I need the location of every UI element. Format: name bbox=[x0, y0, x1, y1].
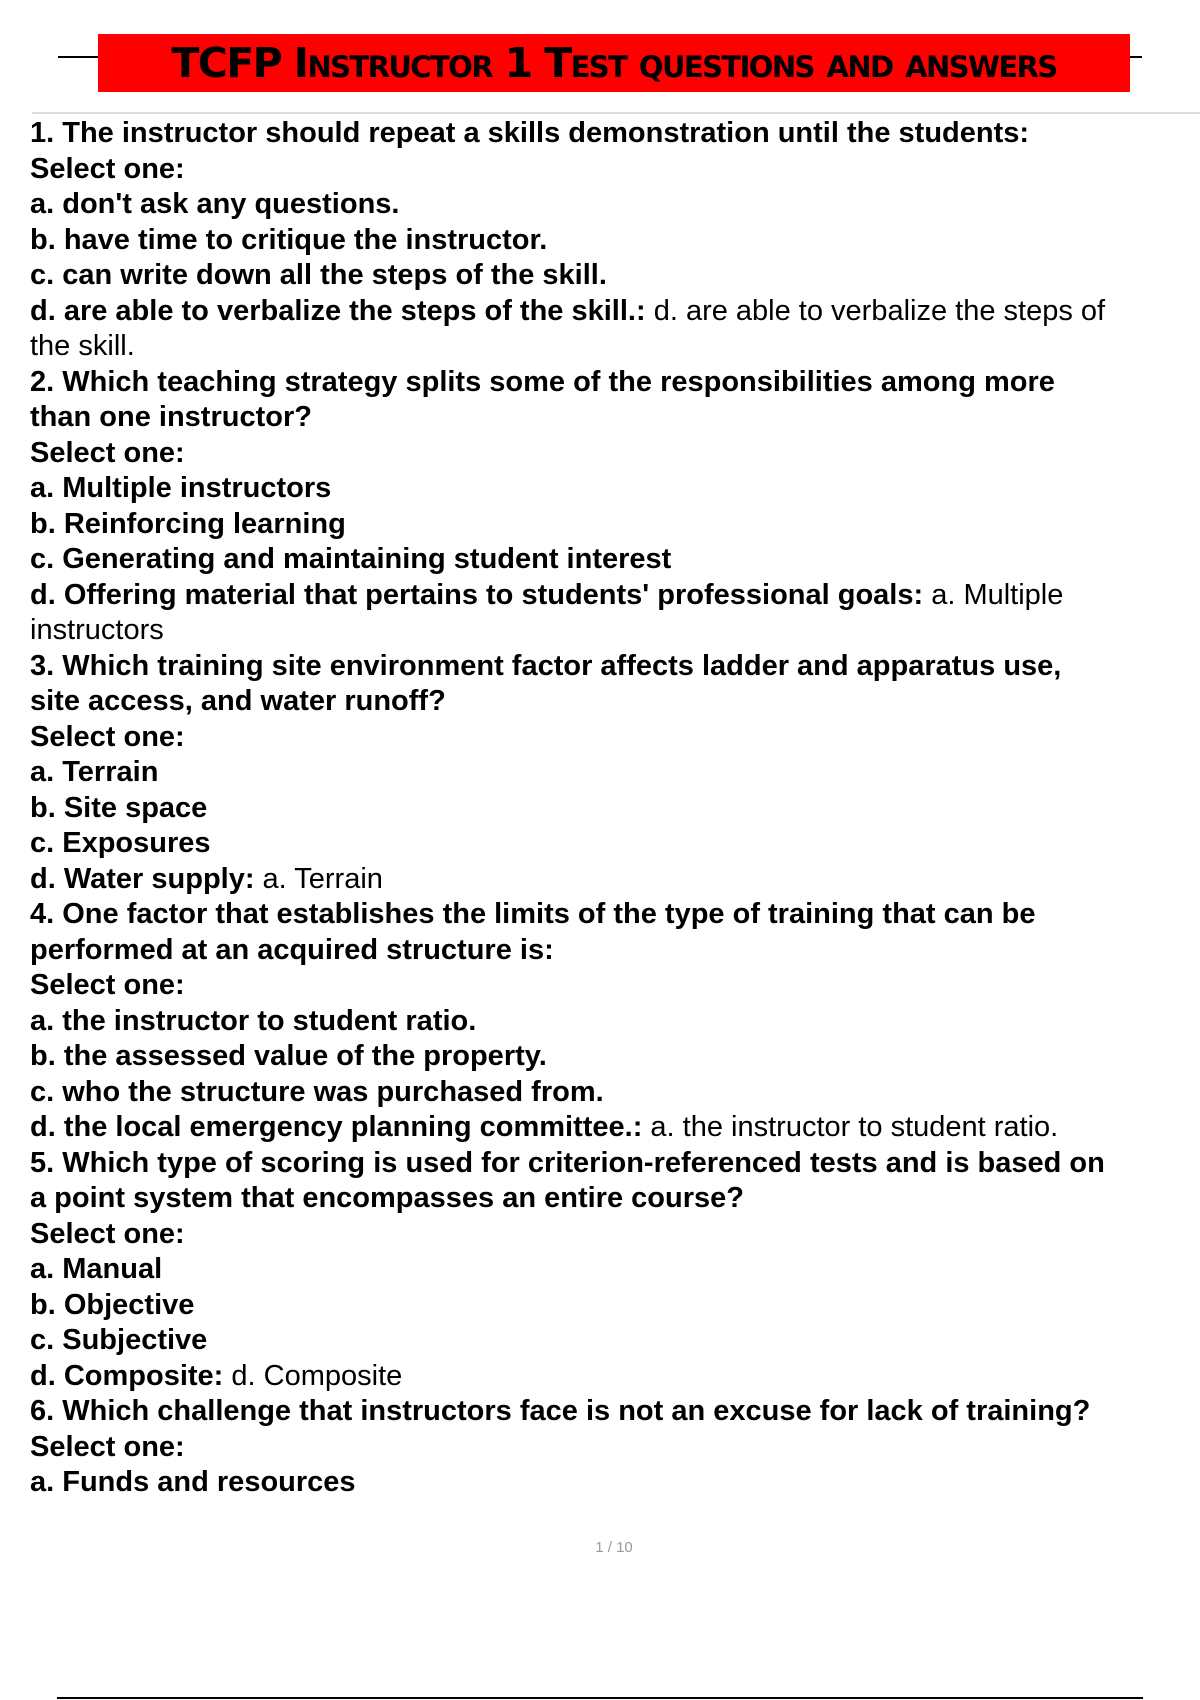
text-line bbox=[30, 1075, 1198, 1111]
answer-text: a. Multiple bbox=[923, 578, 1064, 611]
answer-text: the skill. bbox=[30, 330, 135, 362]
text-line bbox=[30, 152, 1198, 188]
question-text: c. can write down all the steps of the skill. bbox=[30, 259, 607, 291]
question-text: b. Reinforcing learning bbox=[30, 507, 346, 540]
text-line bbox=[30, 1181, 1198, 1217]
question-text: 3. Which training site environment factor affects ladder and apparatus use, bbox=[30, 649, 1062, 682]
question-text: than one instructor? bbox=[30, 401, 312, 433]
question-text: Select one: bbox=[30, 1430, 185, 1463]
question-text: d. Water supply: bbox=[30, 862, 255, 895]
question-text: a. Terrain bbox=[30, 756, 159, 788]
text-line bbox=[30, 187, 1198, 223]
question-text: performed at an acquired structure is: bbox=[30, 933, 554, 966]
question-text: site access, and water runoff? bbox=[30, 685, 446, 717]
text-line bbox=[30, 507, 1198, 543]
question-text: b. the assessed value of the property. bbox=[30, 1040, 547, 1072]
page-number: 1 / 10 bbox=[595, 1539, 633, 1556]
question-text: d. are able to verbalize the steps of the skill.: bbox=[30, 294, 646, 327]
question-text: b. Site space bbox=[30, 791, 208, 824]
question-text: a. Funds and resources bbox=[30, 1466, 356, 1498]
question-text: b. have time to critique the instructor. bbox=[30, 223, 548, 256]
question-text: a. Multiple instructors bbox=[30, 472, 332, 504]
text-line bbox=[30, 897, 1198, 933]
text-line bbox=[30, 1394, 1198, 1430]
text-line bbox=[30, 1465, 1198, 1501]
text-line bbox=[30, 365, 1198, 401]
question-text: 6. Which challenge that instructors face is not an excuse for lack of training? bbox=[30, 1395, 1091, 1427]
text-line bbox=[30, 933, 1198, 969]
text-line bbox=[30, 542, 1198, 578]
text-line bbox=[30, 791, 1198, 827]
text-line bbox=[30, 223, 1198, 259]
text-line bbox=[30, 400, 1198, 436]
text-line bbox=[30, 471, 1198, 507]
text-line bbox=[30, 1110, 1198, 1146]
answer-text: instructors bbox=[30, 614, 164, 646]
title-banner bbox=[98, 34, 1130, 92]
text-line bbox=[30, 649, 1198, 685]
text-line bbox=[30, 1039, 1198, 1075]
text-line bbox=[30, 578, 1198, 614]
text-line bbox=[30, 826, 1198, 862]
text-line bbox=[30, 720, 1198, 756]
text-line bbox=[30, 1288, 1198, 1324]
text-line bbox=[30, 968, 1198, 1004]
answer-text: d. Composite bbox=[223, 1359, 403, 1392]
question-text: c. Generating and maintaining student interest bbox=[30, 543, 672, 575]
document-title: TCFP Instructor 1 Test questions and answers bbox=[171, 39, 1057, 87]
question-text: 2. Which teaching strategy splits some of the responsibilities among more bbox=[30, 365, 1055, 398]
text-line bbox=[30, 1217, 1198, 1253]
text-line bbox=[30, 755, 1198, 791]
text-line bbox=[30, 1004, 1198, 1040]
text-line bbox=[30, 1146, 1198, 1182]
question-text: d. Offering material that pertains to students' professional goals: bbox=[30, 578, 924, 611]
question-text: Select one: bbox=[30, 969, 185, 1001]
question-text: 1. The instructor should repeat a skills demonstration until the students: bbox=[30, 117, 1030, 149]
answer-text: a. the instructor to student ratio. bbox=[642, 1111, 1059, 1143]
text-line bbox=[30, 294, 1198, 330]
footer-rule bbox=[57, 1697, 1143, 1699]
question-text: d. Composite: bbox=[30, 1359, 224, 1392]
header-divider bbox=[32, 112, 1200, 114]
question-text: Select one: bbox=[30, 152, 185, 185]
text-line bbox=[30, 258, 1198, 294]
question-text: Select one: bbox=[30, 720, 185, 753]
answer-text: a. Terrain bbox=[254, 862, 383, 895]
question-text: a. Manual bbox=[30, 1253, 163, 1285]
text-line bbox=[30, 1430, 1198, 1466]
text-line bbox=[30, 1323, 1198, 1359]
question-text: a. the instructor to student ratio. bbox=[30, 1004, 477, 1037]
question-text: a. don't ask any questions. bbox=[30, 188, 400, 220]
text-line bbox=[30, 116, 1198, 152]
text-line bbox=[30, 1252, 1198, 1288]
text-line bbox=[30, 684, 1198, 720]
text-line bbox=[30, 329, 1198, 365]
document-body bbox=[30, 116, 1198, 1501]
text-line bbox=[30, 862, 1198, 898]
question-text: 4. One factor that establishes the limits of the type of training that can be bbox=[30, 898, 1036, 930]
question-text: c. Exposures bbox=[30, 827, 211, 859]
question-text: a point system that encompasses an entire course? bbox=[30, 1182, 744, 1214]
text-line bbox=[30, 613, 1198, 649]
question-text: d. the local emergency planning committee.: bbox=[30, 1111, 643, 1143]
question-text: Select one: bbox=[30, 1217, 185, 1250]
question-text: c. who the structure was purchased from. bbox=[30, 1075, 604, 1108]
question-text: b. Objective bbox=[30, 1288, 195, 1321]
answer-text: d. are able to verbalize the steps of bbox=[645, 294, 1106, 327]
question-text: 5. Which type of scoring is used for criterion-referenced tests and is based on bbox=[30, 1146, 1105, 1179]
text-line bbox=[30, 436, 1198, 472]
question-text: c. Subjective bbox=[30, 1324, 208, 1356]
question-text: Select one: bbox=[30, 436, 185, 469]
text-line bbox=[30, 1359, 1198, 1395]
